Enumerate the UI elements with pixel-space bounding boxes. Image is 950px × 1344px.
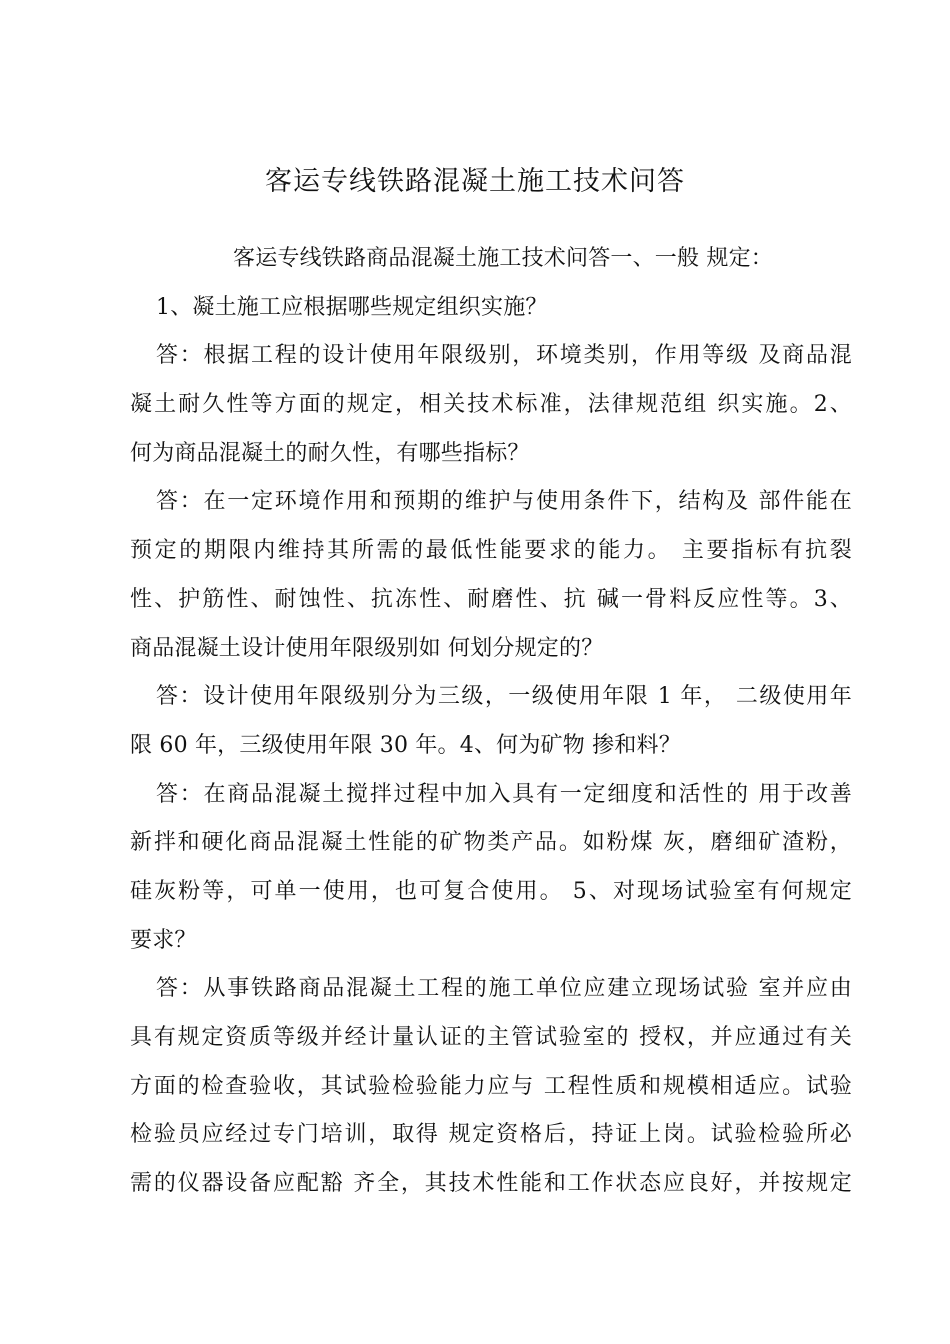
paragraph-line: 限 60 年，三级使用年限 30 年。4、何为矿物 掺和料？: [130, 732, 681, 758]
paragraph-line: 方面的检查验收，其试验检验能力应与 工程性质和规模相适应。试验: [130, 1073, 852, 1099]
document-body: [130, 235, 852, 1209]
paragraph-line: 性、护筋性、耐蚀性、抗冻性、耐磨性、抗 碱一骨料反应性等。3、: [130, 586, 852, 612]
paragraph-line: 商品混凝土设计使用年限级别如 何划分规定的？: [130, 635, 604, 661]
paragraph-line: 要求？: [130, 927, 197, 953]
paragraph-line: 何为商品混凝土的耐久性，有哪些指标？: [130, 440, 530, 466]
paragraph-line: 新拌和硬化商品混凝土性能的矿物类产品。如粉煤 灰，磨细矿渣粉，: [130, 830, 852, 856]
paragraph-line: 1、凝土施工应根据哪些规定组织实施？: [156, 294, 548, 320]
paragraph-line: 检验员应经过专门培训，取得 规定资格后，持证上岗。试验检验所必: [130, 1122, 852, 1148]
paragraph-line: 硅灰粉等，可单一使用，也可复合使用。 5、对现场试验室有何规定: [130, 878, 852, 904]
paragraph-line: 预定的期限内维持其所需的最低性能要求的能力。 主要指标有抗裂: [130, 538, 852, 564]
document-title: 客运专线铁路混凝土施工技术问答: [265, 166, 685, 197]
paragraph-line: 需的仪器设备应配豁 齐全，其技术性能和工作状态应良好，并按规定: [130, 1171, 852, 1197]
paragraph-line: 答：在商品混凝土搅拌过程中加入具有一定细度和活性的 用于改善: [156, 781, 852, 807]
paragraph-line: 答：设计使用年限级别分为三级，一级使用年限 1 年， 二级使用年: [156, 684, 852, 710]
paragraph-line: 具有规定资质等级并经计量认证的主管试验室的 授权，并应通过有关: [130, 1025, 852, 1050]
paragraph-line: 答：在一定环境作用和预期的维护与使用条件下，结构及 部件能在: [156, 489, 852, 515]
paragraph-line: 答：根据工程的设计使用年限级别，环境类别，作用等级 及商品混: [156, 343, 852, 369]
paragraph-line: 答：从事铁路商品混凝土工程的施工单位应建立现场试验 室并应由: [156, 976, 852, 1002]
paragraph-line: 凝土耐久性等方面的规定，相关技术标准，法律规范组 织实施。2、: [130, 392, 852, 418]
paragraph-line: 客运专线铁路商品混凝土施工技术问答一、一般 规定：: [233, 246, 773, 271]
